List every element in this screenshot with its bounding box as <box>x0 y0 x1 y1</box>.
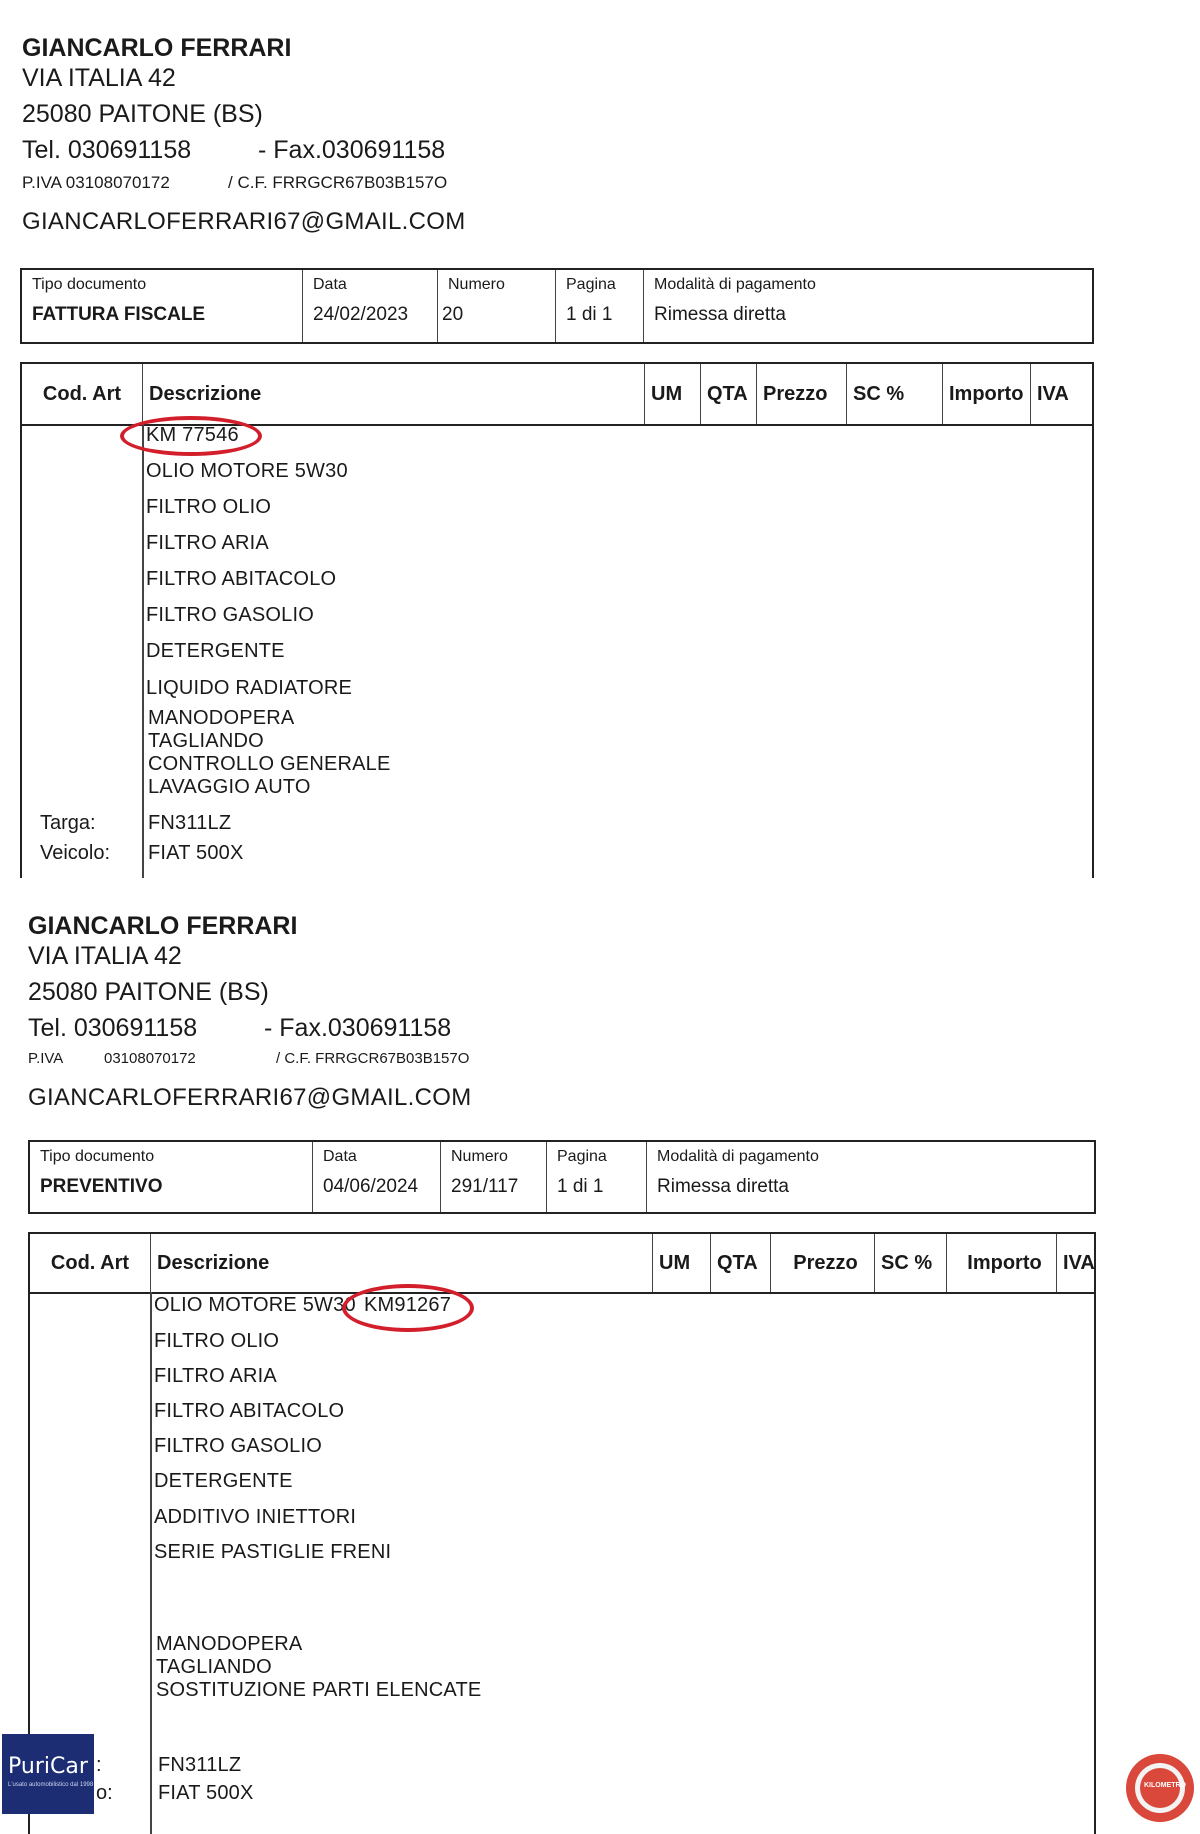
targa-value: FN311LZ <box>158 1754 242 1776</box>
company-city: 25080 PAITONE (BS) <box>28 978 269 1006</box>
targa-label: Targa: <box>40 812 96 834</box>
col-um: UM <box>652 1234 710 1292</box>
company-tel: Tel. 030691158 <box>22 136 192 164</box>
data-cell <box>312 1142 441 1212</box>
col-qta: QTA <box>710 1234 770 1292</box>
item-line: MANODOPERA <box>148 707 295 729</box>
tipo-documento-cell <box>30 1142 312 1212</box>
col-iva: IVA <box>1030 364 1090 424</box>
data-label: Data <box>313 276 347 293</box>
item-line: KM 77546 <box>146 424 239 446</box>
pagamento-value: Rimessa diretta <box>654 304 786 325</box>
description-divider <box>150 1292 152 1834</box>
col-descrizione: Descrizione <box>142 364 644 424</box>
pagina-label: Pagina <box>566 276 616 293</box>
items-table <box>28 1232 1096 1834</box>
item-line: FILTRO ABITACOLO <box>146 568 337 590</box>
col-importo: Importo <box>942 364 1030 424</box>
tipo-documento-value: PREVENTIVO <box>40 1176 163 1197</box>
items-table-header <box>30 1234 1094 1294</box>
item-line: OLIO MOTORE 5W30 <box>154 1294 356 1316</box>
col-descrizione: Descrizione <box>150 1234 652 1292</box>
veicolo-label: o: <box>96 1782 113 1804</box>
company-cf: / C.F. FRRGCR67B03B157O <box>228 173 448 192</box>
item-line: FILTRO ABITACOLO <box>154 1400 345 1422</box>
puricar-logo <box>2 1734 94 1814</box>
tipo-documento-cell <box>22 270 302 342</box>
item-line: FILTRO OLIO <box>154 1330 280 1352</box>
company-address: VIA ITALIA 42 <box>28 942 182 970</box>
company-name: GIANCARLO FERRARI <box>28 912 298 940</box>
kilometro-logo-text: KILOMETRO <box>1144 1782 1186 1789</box>
numero-value: 20 <box>442 304 464 325</box>
item-line: FILTRO OLIO <box>146 496 272 518</box>
col-sc: SC % <box>874 1234 946 1292</box>
veicolo-label: Veicolo: <box>40 842 111 864</box>
pagina-value: 1 di 1 <box>557 1176 604 1197</box>
pagamento-cell <box>646 1142 1094 1212</box>
col-um: UM <box>644 364 700 424</box>
highlight-oval <box>342 1284 474 1332</box>
col-iva: IVA <box>1056 1234 1094 1292</box>
item-line: DETERGENTE <box>146 640 285 662</box>
col-qta: QTA <box>700 364 756 424</box>
item-line: DETERGENTE <box>154 1470 293 1492</box>
numero-value: 291/117 <box>451 1176 519 1197</box>
puricar-logo-subtitle: L'usato automobilistico dal 1998 <box>8 1782 94 1788</box>
col-sc: SC % <box>846 364 942 424</box>
numero-label: Numero <box>448 276 505 293</box>
pagamento-label: Modalità di pagamento <box>657 1148 819 1165</box>
company-piva: 03108070172 <box>104 1050 196 1067</box>
targa-value: FN311LZ <box>148 812 232 834</box>
col-cod-art: Cod. Art <box>50 1251 130 1274</box>
puricar-logo-text: PuriCar <box>8 1754 88 1779</box>
company-tel: Tel. 030691158 <box>28 1014 198 1042</box>
item-line: FILTRO ARIA <box>146 532 269 554</box>
document-info-box <box>20 268 1094 344</box>
pagamento-label: Modalità di pagamento <box>654 276 816 293</box>
pagina-cell <box>555 270 646 342</box>
highlight-oval <box>120 416 262 456</box>
item-line: LIQUIDO RADIATORE <box>146 677 353 699</box>
item-line: CONTROLLO GENERALE <box>148 753 391 775</box>
pagina-label: Pagina <box>557 1148 607 1165</box>
company-piva: P.IVA 03108070172 <box>22 173 170 192</box>
item-line: TAGLIANDO <box>148 730 264 752</box>
item-line: LAVAGGIO AUTO <box>148 776 311 798</box>
item-line: FILTRO GASOLIO <box>154 1435 323 1457</box>
veicolo-value: FIAT 500X <box>148 842 244 864</box>
data-value: 24/02/2023 <box>313 304 409 325</box>
company-email: GIANCARLOFERRARI67@GMAIL.COM <box>28 1084 472 1111</box>
data-label: Data <box>323 1148 357 1165</box>
pagamento-value: Rimessa diretta <box>657 1176 789 1197</box>
invoice-document <box>0 0 1200 878</box>
company-email: GIANCARLOFERRARI67@GMAIL.COM <box>22 208 466 235</box>
col-cod-art: Cod. Art <box>42 382 122 405</box>
tipo-documento-value: FATTURA FISCALE <box>32 304 206 325</box>
item-line: MANODOPERA <box>156 1633 303 1655</box>
company-fax: - Fax.030691158 <box>258 136 446 164</box>
item-line: KM91267 <box>364 1294 452 1316</box>
pagina-cell <box>546 1142 647 1212</box>
description-divider <box>142 424 144 878</box>
company-name: GIANCARLO FERRARI <box>22 34 292 62</box>
targa-label: : <box>96 1754 102 1776</box>
veicolo-value: FIAT 500X <box>158 1782 254 1804</box>
item-line: SOSTITUZIONE PARTI ELENCATE <box>156 1679 482 1701</box>
col-importo: Importo <box>946 1234 1056 1292</box>
company-fax: - Fax.030691158 <box>264 1014 452 1042</box>
company-piva-label: P.IVA <box>28 1050 64 1067</box>
tipo-documento-label: Tipo documento <box>32 276 147 293</box>
numero-cell <box>440 1142 547 1212</box>
pagina-value: 1 di 1 <box>566 304 613 325</box>
tipo-documento-label: Tipo documento <box>40 1148 155 1165</box>
item-line: FILTRO GASOLIO <box>146 604 315 626</box>
document-info-box <box>28 1140 1096 1214</box>
numero-cell <box>437 270 556 342</box>
quote-document <box>0 878 1200 1832</box>
company-cf: / C.F. FRRGCR67B03B157O <box>276 1050 470 1067</box>
company-address: VIA ITALIA 42 <box>22 64 176 92</box>
col-prezzo: Prezzo <box>756 364 846 424</box>
pagamento-cell <box>643 270 1092 342</box>
data-value: 04/06/2024 <box>323 1176 419 1197</box>
item-line: OLIO MOTORE 5W30 <box>146 460 348 482</box>
kilometro-logo <box>1124 1752 1196 1824</box>
numero-label: Numero <box>451 1148 508 1165</box>
item-line: ADDITIVO INIETTORI <box>154 1506 357 1528</box>
item-line: TAGLIANDO <box>156 1656 272 1678</box>
data-cell <box>302 270 427 342</box>
item-line: FILTRO ARIA <box>154 1365 277 1387</box>
company-city: 25080 PAITONE (BS) <box>22 100 263 128</box>
item-line: SERIE PASTIGLIE FRENI <box>154 1541 392 1563</box>
col-prezzo: Prezzo <box>770 1234 874 1292</box>
